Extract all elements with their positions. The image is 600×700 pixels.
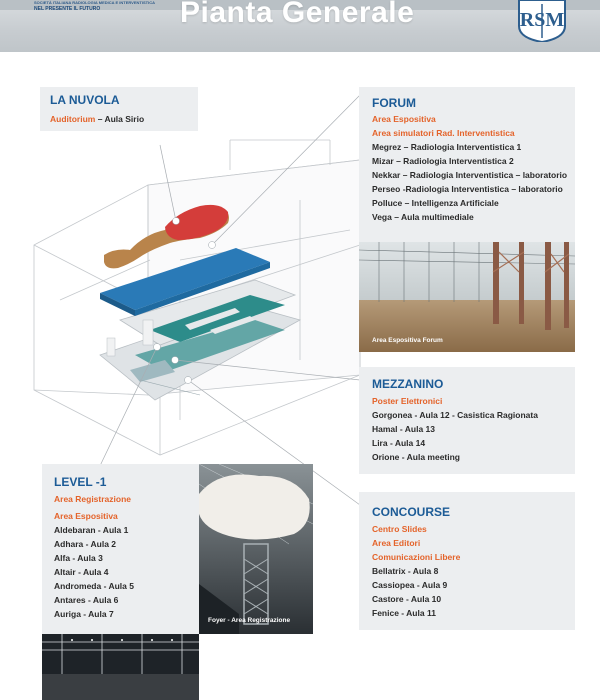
panel-title-mezzanino: MEZZANINO (372, 377, 444, 391)
page-header (0, 0, 600, 52)
mezzanino-line-3: Lira - Aula 14 (372, 438, 426, 448)
level-line-5: Andromeda - Aula 5 (54, 581, 134, 591)
svg-text:RSM: RSM (519, 9, 565, 31)
panel-mezzanino (359, 367, 575, 474)
level-line-2: Adhara - Aula 2 (54, 539, 117, 549)
forum-line-2: Mizar – Radiologia Interventistica 2 (372, 156, 514, 166)
panel-forum (359, 87, 575, 242)
auditorium-label: Auditorium (50, 114, 96, 124)
caption-area-espositiva-forum: Area Espositiva Forum (372, 337, 443, 344)
panel-concourse (359, 492, 575, 630)
concourse-line-1: Bellatrix - Aula 8 (372, 566, 439, 576)
forum-line-3: Nekkar – Radiologia Interventistica – laboratorio (372, 170, 568, 180)
panel-level-minus-1 (42, 464, 199, 634)
concourse-line-3: Castore - Aula 10 (372, 594, 442, 604)
logo-left-line1: SOCIETÀ ITALIANA RADIOLOGIA MEDICA E INTERVENTISTICA (34, 0, 155, 5)
logo-left-line2: NEL PRESENTE IL FUTURO (34, 6, 101, 12)
concourse-orange-1: Centro Slides (372, 524, 427, 534)
panel-title-level-minus-1: LEVEL -1 (54, 475, 107, 489)
photo-area-espositiva-forum (359, 242, 575, 352)
level-line-3: Alfa - Aula 3 (54, 553, 103, 563)
level-line-6: Antares - Aula 6 (54, 595, 119, 605)
forum-line-1: Megrez – Radiologia Interventistica 1 (372, 142, 522, 152)
concourse-orange-3: Comunicazioni Libere (372, 552, 461, 562)
caption-foyer: Foyer - Area Registrazione (208, 617, 291, 624)
forum-line-4: Perseo -Radiologia Interventistica – laboratorio (372, 184, 563, 194)
mezzanino-line-1: Gorgonea - Aula 12 - Casistica Ragionata (372, 410, 538, 420)
page-title: Pianta Generale (180, 0, 415, 29)
panel-title-concourse: CONCOURSE (372, 505, 451, 519)
panel-la-nuvola-line (50, 114, 144, 124)
level-line-4: Altair - Aula 4 (54, 567, 109, 577)
mezzanino-line-4: Orione - Aula meeting (372, 452, 461, 462)
concourse-line-4: Fenice - Aula 11 (372, 608, 436, 618)
panel-title-forum: FORUM (372, 96, 416, 110)
photo-level-minus-1-hall (42, 634, 199, 700)
level-orange-2: Area Espositiva (54, 511, 118, 521)
forum-orange-2: Area simulatori Rad. Interventistica (372, 128, 515, 138)
aula-sirio-label: – Aula Sirio (95, 114, 145, 124)
level-line-1: Aldebaran - Aula 1 (54, 525, 129, 535)
photo-foyer (199, 464, 313, 634)
forum-line-6: Vega – Aula multimediale (372, 212, 474, 222)
sirm-monogram-icon (515, 0, 569, 42)
forum-orange-1: Area Espositiva (372, 114, 436, 124)
level-orange-1: Area Registrazione (54, 494, 131, 504)
concourse-orange-2: Area Editori (372, 538, 421, 548)
panel-title-la-nuvola: LA NUVOLA (50, 93, 120, 107)
mezzanino-line-2: Hamal - Aula 13 (372, 424, 435, 434)
level-line-7: Auriga - Aula 7 (54, 609, 114, 619)
mezzanino-orange-1: Poster Elettronici (372, 396, 443, 406)
level-hall-image (42, 634, 199, 700)
forum-line-5: Polluce – Intelligenza Artificiale (372, 198, 499, 208)
concourse-line-2: Cassiopea - Aula 9 (372, 580, 448, 590)
panel-la-nuvola (40, 87, 198, 131)
forum-hall-image (359, 242, 575, 352)
foyer-image (199, 464, 313, 634)
sirm-logo-left (34, 0, 155, 13)
